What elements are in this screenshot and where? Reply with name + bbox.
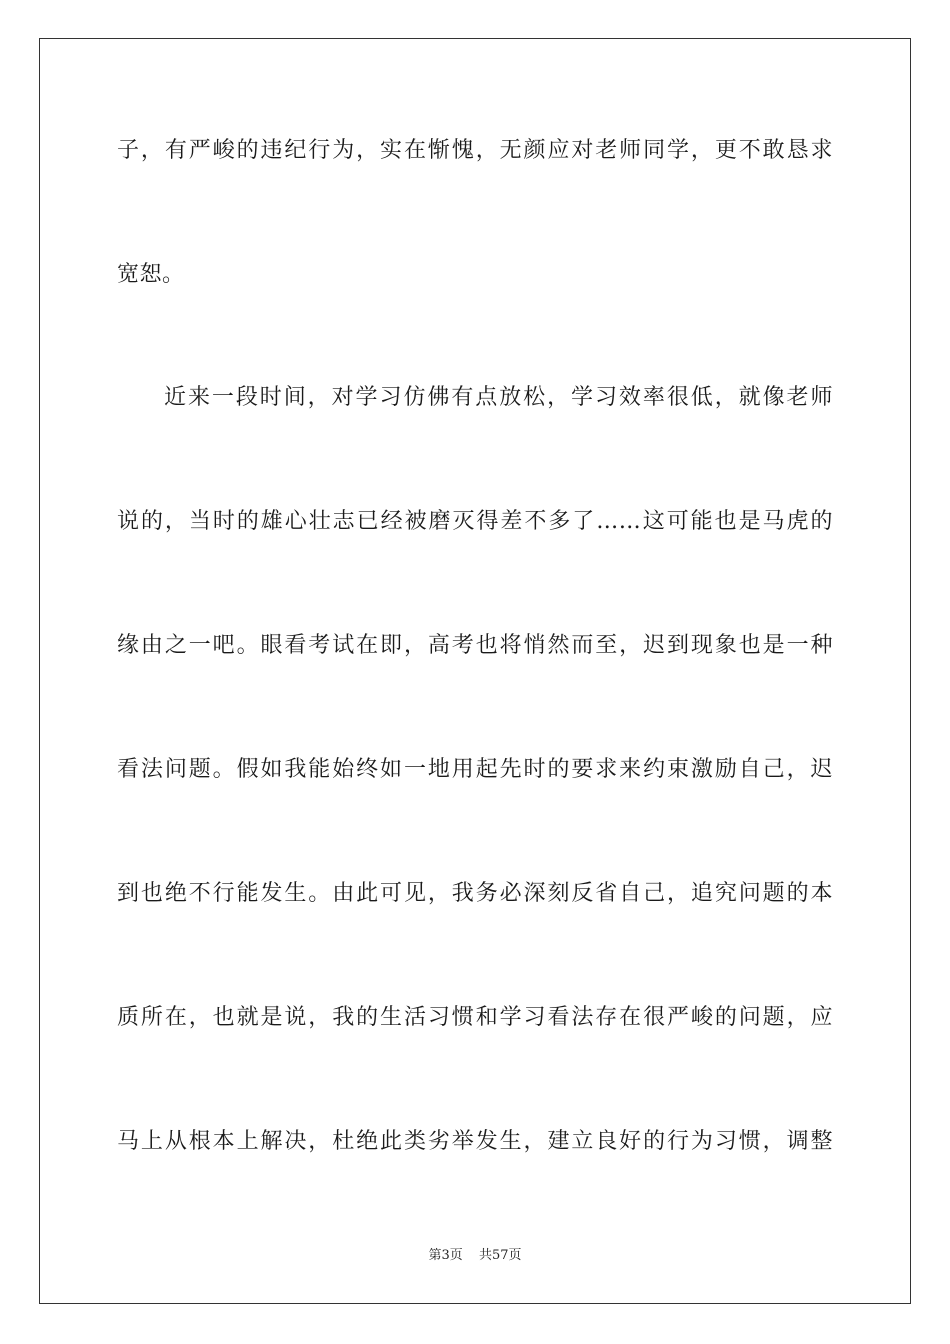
text-line-3: 近来一段时间，对学习仿佛有点放松，学习效率很低，就像老师 [164, 385, 833, 410]
text-line-6: 看法问题。假如我能始终如一地用起先时的要求来约束激励自己，迟 [117, 757, 833, 782]
text-line-1: 子，有严峻的违纪行为，实在惭愧，无颜应对老师同学，更不敢恳求 [117, 138, 833, 163]
page-border [39, 38, 911, 1304]
page-footer [0, 1247, 950, 1265]
page-total: 共57页 [478, 1248, 522, 1263]
text-line-5: 缘由之一吧。眼看考试在即，高考也将悄然而至，迟到现象也是一种 [117, 633, 833, 658]
page-number: 第3页 [428, 1248, 463, 1263]
text-line-7: 到也绝不行能发生。由此可见，我务必深刻反省自己，追究问题的本 [117, 881, 833, 906]
text-line-9: 马上从根本上解决，杜绝此类劣举发生，建立良好的行为习惯，调整 [117, 1129, 833, 1154]
text-line-8: 质所在，也就是说，我的生活习惯和学习看法存在很严峻的问题，应 [117, 1005, 833, 1030]
text-line-4: 说的，当时的雄心壮志已经被磨灭得差不多了……这可能也是马虎的 [117, 509, 833, 534]
text-line-2: 宽恕。 [117, 262, 185, 287]
